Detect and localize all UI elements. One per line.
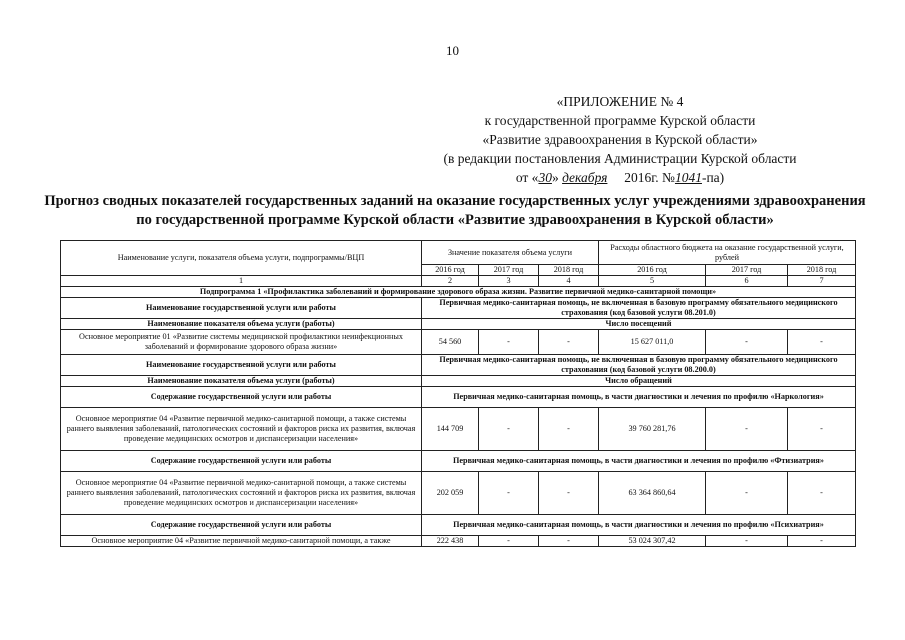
section-value: Первичная медико-санитарная помощь, не включенная в базовую программу обязательного медицинского страхования (код базовой услуги 08.201.0) — [422, 298, 856, 319]
budget-2017: - — [706, 408, 788, 451]
section-value: Первичная медико-санитарная помощь, не включенная в базовую программу обязательного медицинского страхования (код базовой услуги 08.200.0) — [422, 355, 856, 376]
volume-2016: 222 438 — [422, 536, 479, 547]
volume-2018: - — [539, 330, 599, 355]
date-month: декабря — [562, 170, 608, 185]
appendix-line-3: «Развитие здравоохранения в Курской области» — [482, 132, 758, 147]
activity-label: Основное мероприятие 01 «Развитие системы медицинской профилактики неинфекционных заболеваний и формирование здорового образа жизни» — [61, 330, 422, 355]
volume-2018: - — [539, 472, 599, 515]
appendix-line-1: «ПРИЛОЖЕНИЕ № 4 — [556, 94, 684, 109]
budget-2016: 39 760 281,76 — [599, 408, 706, 451]
column-number: 7 — [788, 276, 856, 287]
column-number: 4 — [539, 276, 599, 287]
activity-label: Основное мероприятие 04 «Развитие первичной медико-санитарной помощи, а также — [61, 536, 422, 547]
column-number: 2 — [422, 276, 479, 287]
appendix-header — [410, 92, 830, 187]
header-year: 2016 год — [422, 265, 479, 276]
header-year: 2018 год — [539, 265, 599, 276]
volume-2017: - — [479, 536, 539, 547]
appendix-line-2: к государственной программе Курской области — [484, 113, 756, 128]
budget-2017: - — [706, 536, 788, 547]
header-year: 2018 год — [788, 265, 856, 276]
date-mid: » — [551, 170, 559, 185]
volume-2016: 202 059 — [422, 472, 479, 515]
header-volume: Значение показателя объема услуги — [422, 241, 599, 265]
document-title: Прогноз сводных показателей государственных заданий на оказание государственных услуг учреждениями здравоохранения по государственной программе Курской области «Развитие здравоохранения в Курской области» — [44, 193, 866, 228]
budget-2018: - — [788, 330, 856, 355]
section-label: Наименование показателя объема услуги (работы) — [61, 319, 422, 330]
section-value: Первичная медико-санитарная помощь, в части диагностики и лечения по профилю «Фтизиатрия» — [422, 451, 856, 472]
column-number: 3 — [479, 276, 539, 287]
budget-2017: - — [706, 472, 788, 515]
section-value: Число обращений — [422, 376, 856, 387]
header-year: 2017 год — [479, 265, 539, 276]
volume-2018: - — [539, 408, 599, 451]
section-label: Наименование показателя объема услуги (работы) — [61, 376, 422, 387]
column-number: 5 — [599, 276, 706, 287]
activity-label: Основное мероприятие 04 «Развитие первичной медико-санитарной помощи, а также системы раннего выявления заболеваний, патологических состояний и факторов риска их развития, включая проведение медицинских осмотров и диспансеризации населения» — [61, 408, 422, 451]
page-number: 10 — [446, 43, 459, 58]
volume-2016: 54 560 — [422, 330, 479, 355]
section-label: Наименование государственной услуги или работы — [61, 355, 422, 376]
document-number: 1041 — [674, 170, 702, 185]
appendix-date-line — [410, 168, 830, 187]
budget-2016: 15 627 011,0 — [599, 330, 706, 355]
volume-2016: 144 709 — [422, 408, 479, 451]
budget-2017: - — [706, 330, 788, 355]
section-label: Содержание государственной услуги или работы — [61, 451, 422, 472]
forecast-table — [60, 240, 856, 547]
date-suffix: -па) — [701, 170, 725, 185]
section-label: Наименование государственной услуги или работы — [61, 298, 422, 319]
budget-2016: 63 364 860,64 — [599, 472, 706, 515]
header-year: 2016 год — [599, 265, 706, 276]
header-service-name: Наименование услуги, показателя объема услуги, подпрограммы/ВЦП — [61, 241, 422, 276]
budget-2018: - — [788, 536, 856, 547]
date-day: 30 — [538, 170, 552, 185]
section-label: Содержание государственной услуги или работы — [61, 515, 422, 536]
date-prefix: от « — [515, 170, 539, 185]
column-number: 6 — [706, 276, 788, 287]
volume-2017: - — [479, 330, 539, 355]
volume-2017: - — [479, 472, 539, 515]
subprogram-row: Подпрограмма 1 «Профилактика заболеваний и формирование здорового образа жизни. Развитие первичной медико-санитарной помощи» — [61, 287, 856, 298]
appendix-line-4: (в редакции постановления Администрации Курской области — [443, 151, 797, 166]
header-year: 2017 год — [706, 265, 788, 276]
section-value: Первичная медико-санитарная помощь, в части диагностики и лечения по профилю «Наркология» — [422, 387, 856, 408]
column-number: 1 — [61, 276, 422, 287]
volume-2017: - — [479, 408, 539, 451]
volume-2018: - — [539, 536, 599, 547]
header-budget: Расходы областного бюджета на оказание государственной услуги, рублей — [599, 241, 856, 265]
budget-2018: - — [788, 472, 856, 515]
section-value: Первичная медико-санитарная помощь, в части диагностики и лечения по профилю «Психиатрия» — [422, 515, 856, 536]
section-value: Число посещений — [422, 319, 856, 330]
section-label: Содержание государственной услуги или работы — [61, 387, 422, 408]
activity-label: Основное мероприятие 04 «Развитие первичной медико-санитарной помощи, а также системы раннего выявления заболеваний, патологических состояний и факторов риска их развития, включая проведение медицинских осмотров и диспансеризации населения» — [61, 472, 422, 515]
budget-2016: 53 024 307,42 — [599, 536, 706, 547]
date-year: 2016г. № — [624, 170, 675, 185]
budget-2018: - — [788, 408, 856, 451]
